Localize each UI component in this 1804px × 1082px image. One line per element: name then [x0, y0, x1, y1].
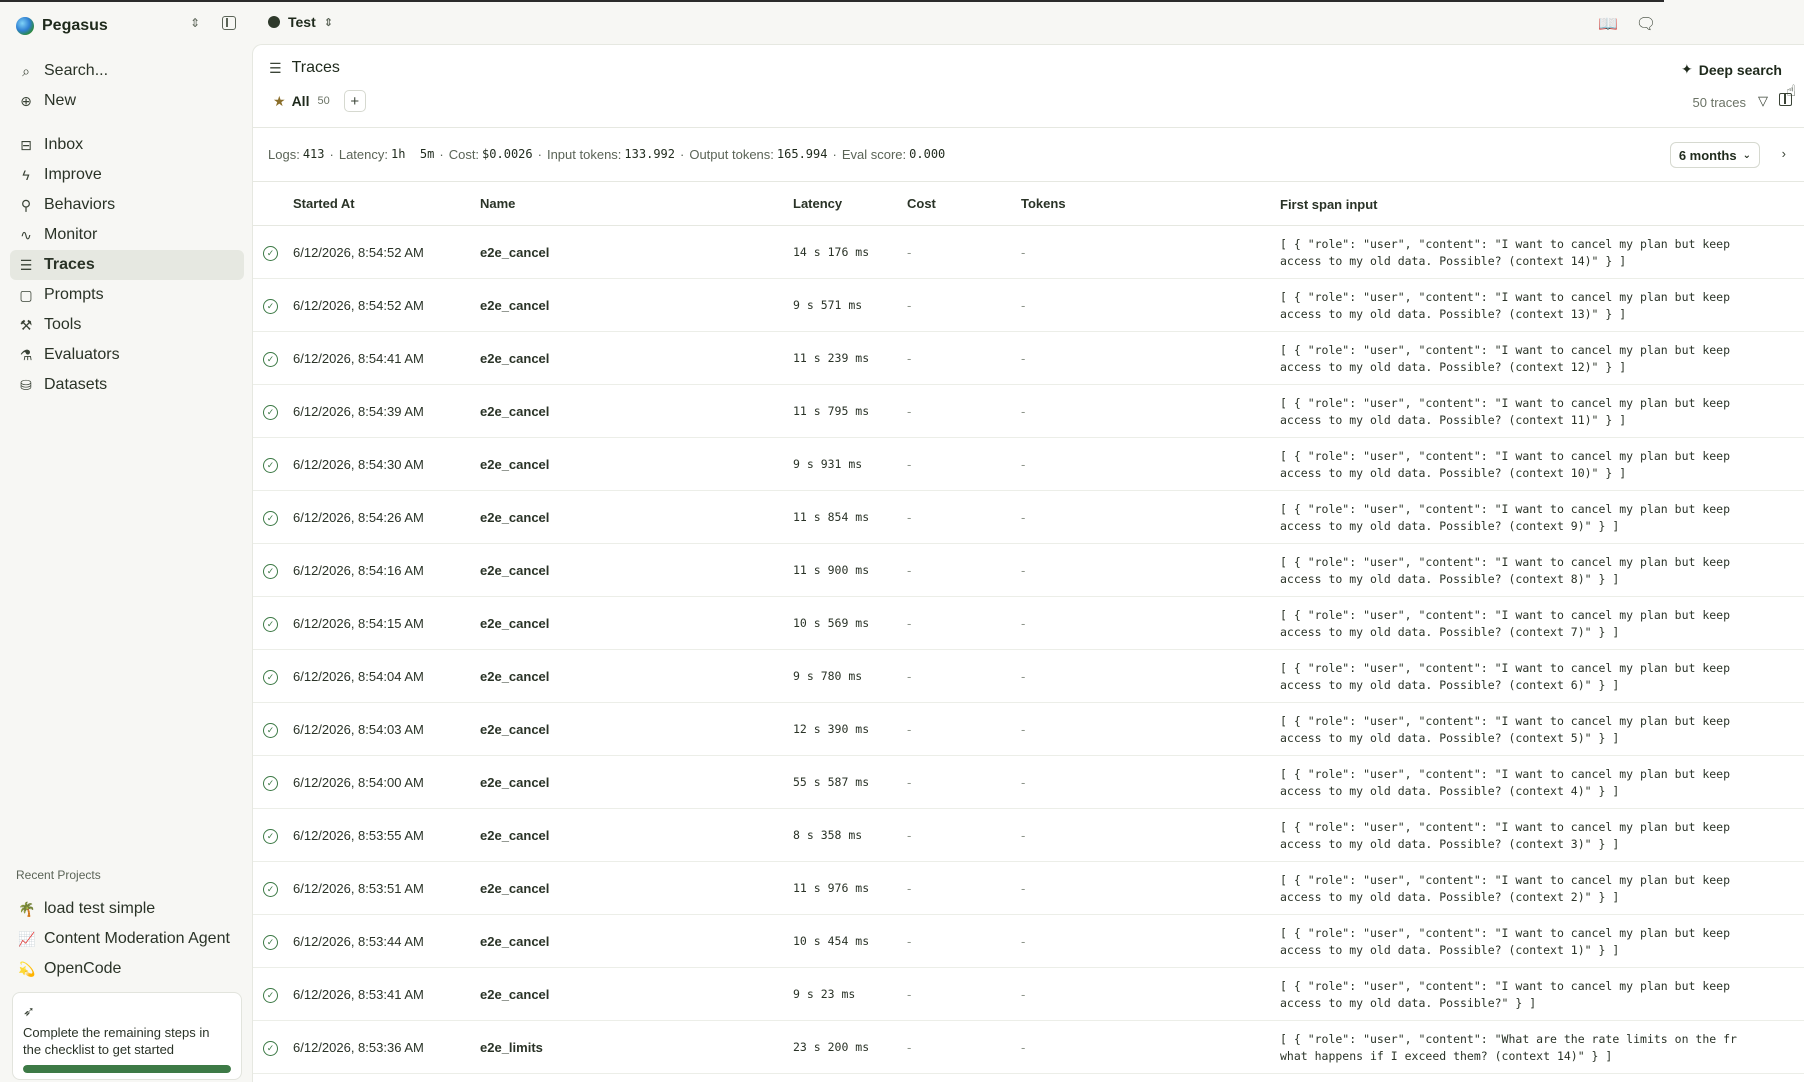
column-started-at[interactable]: Started At: [293, 196, 355, 211]
started-at-cell: 6/12/2026, 8:54:26 AM: [293, 509, 424, 525]
trace-count: 50 traces: [1692, 95, 1746, 110]
stat-logs: 413: [302, 147, 325, 161]
table-row[interactable]: [253, 703, 1804, 756]
started-at-cell: 6/12/2026, 8:54:00 AM: [293, 774, 424, 790]
check-circle-icon: ✓: [263, 670, 278, 685]
cost-cell: -: [907, 986, 912, 1002]
first-span-input-cell: [ { "role": "user", "content": "I want to cancel my plan but keep access to my old data. Possible?" } ]: [1280, 979, 1731, 1010]
sidebar-item-label: Inbox: [44, 136, 84, 153]
chevron-up-down-icon[interactable]: ⇕: [190, 16, 201, 30]
table-row[interactable]: [253, 332, 1804, 385]
deep-search-label: Deep search: [1698, 61, 1782, 78]
latency-cell: 10 s 454 ms: [793, 934, 870, 948]
sidebar-item-traces[interactable]: [10, 250, 244, 280]
status-cell: [253, 244, 293, 261]
sidebar-item-label: Improve: [44, 166, 102, 183]
first-span-input-cell: [ { "role": "user", "content": "I want to cancel my plan but keep access to my old data. Possible? (context 4)" } ]: [1280, 767, 1731, 798]
started-at-cell: 6/12/2026, 8:54:39 AM: [293, 403, 424, 419]
first-span-input-cell: [ { "role": "user", "content": "I want to cancel my plan but keep access to my old data. Possible? (context 14)" } ]: [1280, 237, 1731, 268]
check-circle-icon: ✓: [263, 405, 278, 420]
check-circle-icon: ✓: [263, 723, 278, 738]
latency-cell: 9 s 23 ms: [793, 987, 856, 1001]
column-tokens[interactable]: Tokens: [1021, 196, 1066, 211]
first-span-input-cell: [ { "role": "user", "content": "I want to cancel my plan but keep access to my old data. Possible? (context 11)" } ]: [1280, 396, 1731, 427]
tab-all-count: 50: [317, 95, 330, 107]
pulse-icon: ∿: [20, 226, 32, 243]
project-name: Test: [288, 14, 316, 30]
stats-bar: [268, 147, 945, 162]
check-circle-icon: ✓: [263, 564, 278, 579]
pointer-cursor-icon: ☝: [1786, 83, 1796, 100]
cost-cell: -: [907, 403, 912, 419]
tokens-cell: -: [1021, 668, 1026, 684]
started-at-cell: 6/12/2026, 8:53:36 AM: [293, 1039, 424, 1055]
stat-separator: ·: [680, 147, 685, 162]
recent-project-label: Content Moderation Agent: [44, 930, 230, 947]
latency-cell: 23 s 200 ms: [793, 1040, 870, 1054]
status-cell: [253, 880, 293, 897]
recent-projects-title: Recent Projects: [16, 868, 101, 882]
stat-input-tokens: 133.992: [624, 147, 675, 161]
recent-project-item[interactable]: [10, 954, 244, 984]
name-cell: e2e_cancel: [480, 827, 550, 843]
status-cell: [253, 297, 293, 314]
tokens-cell: -: [1021, 615, 1026, 631]
latency-cell: 14 s 176 ms: [793, 245, 870, 259]
tokens-cell: -: [1021, 456, 1026, 472]
first-span-input-cell: [ { "role": "user", "content": "I want to cancel my plan but keep access to my old data. Possible? (context 6)" } ]: [1280, 661, 1731, 692]
check-circle-icon: ✓: [263, 829, 278, 844]
traces-table: [253, 182, 1804, 1074]
cost-cell: -: [907, 562, 912, 578]
sidebar-item-evaluators[interactable]: [10, 340, 244, 370]
view-tabs: [273, 89, 366, 113]
sidebar-item-label: Prompts: [44, 286, 104, 303]
tokens-cell: -: [1021, 933, 1026, 949]
search-icon: ⌕: [22, 62, 30, 79]
top-right-actions: [1598, 14, 1656, 34]
check-circle-icon: ✓: [263, 617, 278, 632]
sidebar-item-datasets[interactable]: [10, 370, 244, 400]
stat-label: Latency:: [338, 147, 388, 162]
chat-icon[interactable]: 🗨: [1635, 16, 1657, 33]
status-cell: [253, 721, 293, 738]
table-row[interactable]: [253, 226, 1804, 279]
lightning-icon: ϟ: [22, 167, 30, 183]
table-row[interactable]: [253, 279, 1804, 332]
started-at-cell: 6/12/2026, 8:54:04 AM: [293, 668, 424, 684]
latency-cell: 11 s 239 ms: [793, 351, 870, 365]
name-cell: e2e_cancel: [480, 244, 550, 260]
table-row[interactable]: [253, 385, 1804, 438]
first-span-input-cell: [ { "role": "user", "content": "I want to cancel my plan but keep access to my old data. Possible? (context 13)" } ]: [1280, 290, 1731, 321]
columns-icon[interactable]: [1779, 93, 1792, 106]
recent-project-label: load test simple: [44, 900, 156, 917]
first-span-input-cell: [ { "role": "user", "content": "I want to cancel my plan but keep access to my old data. Possible? (context 9)" } ]: [1280, 502, 1731, 533]
sidebar-top-actions: [10, 56, 244, 116]
check-circle-icon: ✓: [263, 1041, 278, 1056]
sidebar-item-improve[interactable]: [10, 160, 244, 190]
tokens-cell: -: [1021, 244, 1026, 260]
tokens-cell: -: [1021, 880, 1026, 896]
chart-up-icon: 📈: [18, 930, 36, 947]
nodes-icon: ⚲: [20, 196, 32, 213]
stat-label: Cost:: [448, 147, 480, 162]
sidebar-nav: [10, 130, 244, 400]
sidebar-item-label: Monitor: [44, 226, 98, 243]
first-span-input-cell: [ { "role": "user", "content": "I want to cancel my plan but keep access to my old data. Possible? (context 7)" } ]: [1280, 608, 1731, 639]
cost-cell: -: [907, 880, 912, 896]
traces-panel: [252, 44, 1804, 1082]
table-header: [253, 182, 1804, 226]
cost-cell: -: [907, 509, 912, 525]
tokens-cell: -: [1021, 509, 1026, 525]
cost-cell: -: [907, 615, 912, 631]
recent-project-label: OpenCode: [44, 960, 122, 977]
name-cell: e2e_cancel: [480, 721, 550, 737]
tokens-cell: -: [1021, 986, 1026, 1002]
filter-icon[interactable]: ▽: [1758, 93, 1768, 108]
started-at-cell: 6/12/2026, 8:54:41 AM: [293, 350, 424, 366]
latency-cell: 9 s 571 ms: [793, 298, 863, 312]
table-row[interactable]: [253, 862, 1804, 915]
flask-icon: ⚗: [19, 346, 33, 363]
cost-cell: -: [907, 933, 912, 949]
column-latency[interactable]: Latency: [793, 196, 843, 211]
table-row[interactable]: [253, 438, 1804, 491]
first-span-input-cell: [ { "role": "user", "content": "What are the rate limits on the fr what happens if I exceed them? (context 14)" } ]: [1280, 1032, 1737, 1063]
sidebar-new-label: New: [44, 92, 77, 109]
book-icon[interactable]: 📖: [1598, 16, 1618, 33]
check-circle-icon: ✓: [263, 352, 278, 367]
list-tree-icon: ☰: [19, 256, 33, 273]
name-cell: e2e_cancel: [480, 986, 550, 1002]
table-row[interactable]: [253, 756, 1804, 809]
first-span-input-cell: [ { "role": "user", "content": "I want to cancel my plan but keep access to my old data. Possible? (context 12)" } ]: [1280, 343, 1731, 374]
table-row[interactable]: [253, 968, 1804, 1021]
stat-separator: ·: [439, 147, 444, 162]
recent-project-item[interactable]: [10, 924, 244, 954]
sidebar-search[interactable]: [10, 56, 244, 86]
stat-separator: ·: [329, 147, 334, 162]
cost-cell: -: [907, 668, 912, 684]
tokens-cell: -: [1021, 827, 1026, 843]
tokens-cell: -: [1021, 350, 1026, 366]
check-circle-icon: ✓: [263, 458, 278, 473]
tokens-cell: -: [1021, 562, 1026, 578]
sidebar-item-label: Tools: [44, 316, 82, 333]
started-at-cell: 6/12/2026, 8:54:03 AM: [293, 721, 424, 737]
stat-separator: ·: [537, 147, 542, 162]
stat-output-tokens: 165.994: [776, 147, 828, 161]
stat-cost: $0.0026: [482, 147, 533, 161]
latency-cell: 9 s 780 ms: [793, 669, 863, 683]
tokens-cell: -: [1021, 774, 1026, 790]
table-body: [253, 226, 1804, 1074]
table-row[interactable]: [253, 491, 1804, 544]
first-span-input-cell: [ { "role": "user", "content": "I want to cancel my plan but keep access to my old data. Possible? (context 5)" } ]: [1280, 714, 1731, 745]
latency-cell: 8 s 358 ms: [793, 828, 863, 842]
started-at-cell: 6/12/2026, 8:53:55 AM: [293, 827, 424, 843]
tab-all[interactable]: All: [291, 93, 310, 109]
sidebar-item-label: Datasets: [44, 376, 108, 393]
workspace-switcher[interactable]: [16, 14, 108, 38]
sidebar-item-tools[interactable]: [10, 310, 244, 340]
status-cell: [253, 774, 293, 791]
column-first-span-input[interactable]: First span input: [1280, 197, 1378, 212]
chevron-up-down-icon: ⇕: [323, 16, 333, 29]
status-cell: [253, 350, 293, 367]
inbox-icon: ⊟: [20, 136, 32, 153]
stat-label: Input tokens:: [546, 147, 622, 162]
table-row[interactable]: [253, 809, 1804, 862]
cost-cell: -: [907, 774, 912, 790]
first-span-input-cell: [ { "role": "user", "content": "I want to cancel my plan but keep access to my old data. Possible? (context 3)" } ]: [1280, 820, 1731, 851]
latency-cell: 11 s 854 ms: [793, 510, 870, 524]
chevron-right-icon[interactable]: ›: [1781, 146, 1786, 161]
deep-search-button[interactable]: [1681, 61, 1782, 78]
started-at-cell: 6/12/2026, 8:54:52 AM: [293, 297, 424, 313]
rocket-icon: ➶: [23, 1003, 35, 1019]
name-cell: e2e_cancel: [480, 456, 550, 472]
star-icon: ★: [273, 92, 286, 109]
first-span-input-cell: [ { "role": "user", "content": "I want to cancel my plan but keep access to my old data. Possible? (context 8)" } ]: [1280, 555, 1731, 586]
database-icon: ⛁: [20, 376, 32, 393]
status-cell: [253, 986, 293, 1003]
stat-latency: 1h 5m: [391, 147, 435, 161]
name-cell: e2e_cancel: [480, 403, 550, 419]
sidebar-new[interactable]: [10, 86, 244, 116]
sidebar-item-label: Evaluators: [44, 346, 120, 363]
table-row[interactable]: [253, 597, 1804, 650]
time-range-select[interactable]: [1670, 142, 1760, 168]
wrench-icon: ⚒: [19, 316, 33, 333]
latency-cell: 11 s 976 ms: [793, 881, 870, 895]
check-circle-icon: ✓: [263, 882, 278, 897]
name-cell: e2e_cancel: [480, 350, 550, 366]
status-cell: [253, 615, 293, 632]
name-cell: e2e_cancel: [480, 668, 550, 684]
name-cell: e2e_cancel: [480, 297, 550, 313]
checklist-progress: [23, 1065, 231, 1073]
chevron-down-icon: ⌄: [1742, 149, 1751, 161]
bomb-icon: [268, 16, 280, 28]
checklist-progress-fill: [23, 1065, 231, 1073]
latency-cell: 9 s 931 ms: [793, 457, 863, 471]
onboarding-checklist-card[interactable]: [12, 992, 242, 1080]
status-cell: [253, 562, 293, 579]
status-cell: [253, 456, 293, 473]
page-header: [269, 59, 340, 77]
status-cell: [253, 827, 293, 844]
palm-tree-icon: 🌴: [18, 900, 36, 917]
tokens-cell: -: [1021, 1039, 1026, 1055]
page-title: Traces: [291, 59, 340, 76]
status-cell: [253, 933, 293, 950]
cost-cell: -: [907, 827, 912, 843]
sidebar: [0, 2, 252, 1082]
table-row[interactable]: [253, 650, 1804, 703]
cost-cell: -: [907, 350, 912, 366]
check-circle-icon: ✓: [263, 776, 278, 791]
started-at-cell: 6/12/2026, 8:54:15 AM: [293, 615, 424, 631]
check-circle-icon: ✓: [263, 935, 278, 950]
latency-cell: 11 s 900 ms: [793, 563, 870, 577]
started-at-cell: 6/12/2026, 8:53:44 AM: [293, 933, 424, 949]
sidebar-item-behaviors[interactable]: [10, 190, 244, 220]
table-row[interactable]: [253, 915, 1804, 968]
status-cell: [253, 1039, 293, 1056]
started-at-cell: 6/12/2026, 8:54:30 AM: [293, 456, 424, 472]
stat-label: Eval score:: [841, 147, 907, 162]
started-at-cell: 6/12/2026, 8:54:16 AM: [293, 562, 424, 578]
stat-eval-score: 0.000: [909, 147, 946, 161]
sidebar-search-label: Search...: [44, 62, 109, 79]
workspace-name: Pegasus: [42, 17, 108, 34]
name-cell: e2e_cancel: [480, 933, 550, 949]
name-cell: e2e_cancel: [480, 562, 550, 578]
started-at-cell: 6/12/2026, 8:53:51 AM: [293, 880, 424, 896]
name-cell: e2e_cancel: [480, 615, 550, 631]
sidebar-item-inbox[interactable]: [10, 130, 244, 160]
dizzy-star-icon: 💫: [18, 960, 36, 977]
latency-cell: 12 s 390 ms: [793, 722, 870, 736]
sidebar-item-label: Traces: [44, 256, 95, 273]
name-cell: e2e_limits: [480, 1039, 543, 1055]
column-cost[interactable]: Cost: [907, 196, 936, 211]
list-tree-icon: ☰: [269, 59, 282, 76]
column-name[interactable]: Name: [480, 196, 516, 211]
table-row[interactable]: [253, 1021, 1804, 1074]
stat-separator: ·: [832, 147, 837, 162]
globe-icon: [16, 17, 34, 35]
checklist-text: Complete the remaining steps in the checklist to get started: [23, 1025, 210, 1057]
recent-projects-list: [10, 894, 244, 984]
name-cell: e2e_cancel: [480, 880, 550, 896]
latency-cell: 10 s 569 ms: [793, 616, 870, 630]
stat-label: Logs:: [268, 147, 300, 162]
plus-circle-icon: ⊕: [20, 92, 32, 109]
cost-cell: -: [907, 244, 912, 260]
status-cell: [253, 668, 293, 685]
sidebar-item-label: Behaviors: [44, 196, 116, 213]
started-at-cell: 6/12/2026, 8:54:52 AM: [293, 244, 424, 260]
sidebar-item-monitor[interactable]: [10, 220, 244, 250]
status-cell: [253, 403, 293, 420]
first-span-input-cell: [ { "role": "user", "content": "I want to cancel my plan but keep access to my old data. Possible? (context 2)" } ]: [1280, 873, 1731, 904]
sidebar-item-prompts[interactable]: [10, 280, 244, 310]
sidebar-collapse-icon[interactable]: [222, 16, 236, 30]
name-cell: e2e_cancel: [480, 509, 550, 525]
stat-label: Output tokens:: [689, 147, 774, 162]
started-at-cell: 6/12/2026, 8:53:41 AM: [293, 986, 424, 1002]
tokens-cell: -: [1021, 297, 1026, 313]
cost-cell: -: [907, 721, 912, 737]
add-view-button[interactable]: +: [344, 90, 366, 112]
table-row[interactable]: [253, 544, 1804, 597]
check-circle-icon: ✓: [263, 246, 278, 261]
check-circle-icon: ✓: [263, 511, 278, 526]
tokens-cell: -: [1021, 403, 1026, 419]
sparkle-icon: ✦: [1680, 61, 1693, 77]
time-range-label: 6 months: [1678, 147, 1737, 163]
divider: [253, 127, 1804, 128]
tokens-cell: -: [1021, 721, 1026, 737]
check-circle-icon: ✓: [263, 988, 278, 1003]
first-span-input-cell: [ { "role": "user", "content": "I want to cancel my plan but keep access to my old data. Possible? (context 1)" } ]: [1280, 926, 1731, 957]
cost-cell: -: [907, 297, 912, 313]
latency-cell: 11 s 795 ms: [793, 404, 870, 418]
recent-project-item[interactable]: [10, 894, 244, 924]
status-cell: [253, 509, 293, 526]
first-span-input-cell: [ { "role": "user", "content": "I want to cancel my plan but keep access to my old data. Possible? (context 10)" } ]: [1280, 449, 1731, 480]
cost-cell: -: [907, 456, 912, 472]
message-icon: ▢: [19, 286, 33, 303]
cost-cell: -: [907, 1039, 912, 1055]
project-switcher[interactable]: [268, 14, 333, 30]
check-circle-icon: ✓: [263, 299, 278, 314]
name-cell: e2e_cancel: [480, 774, 550, 790]
latency-cell: 55 s 587 ms: [793, 775, 870, 789]
